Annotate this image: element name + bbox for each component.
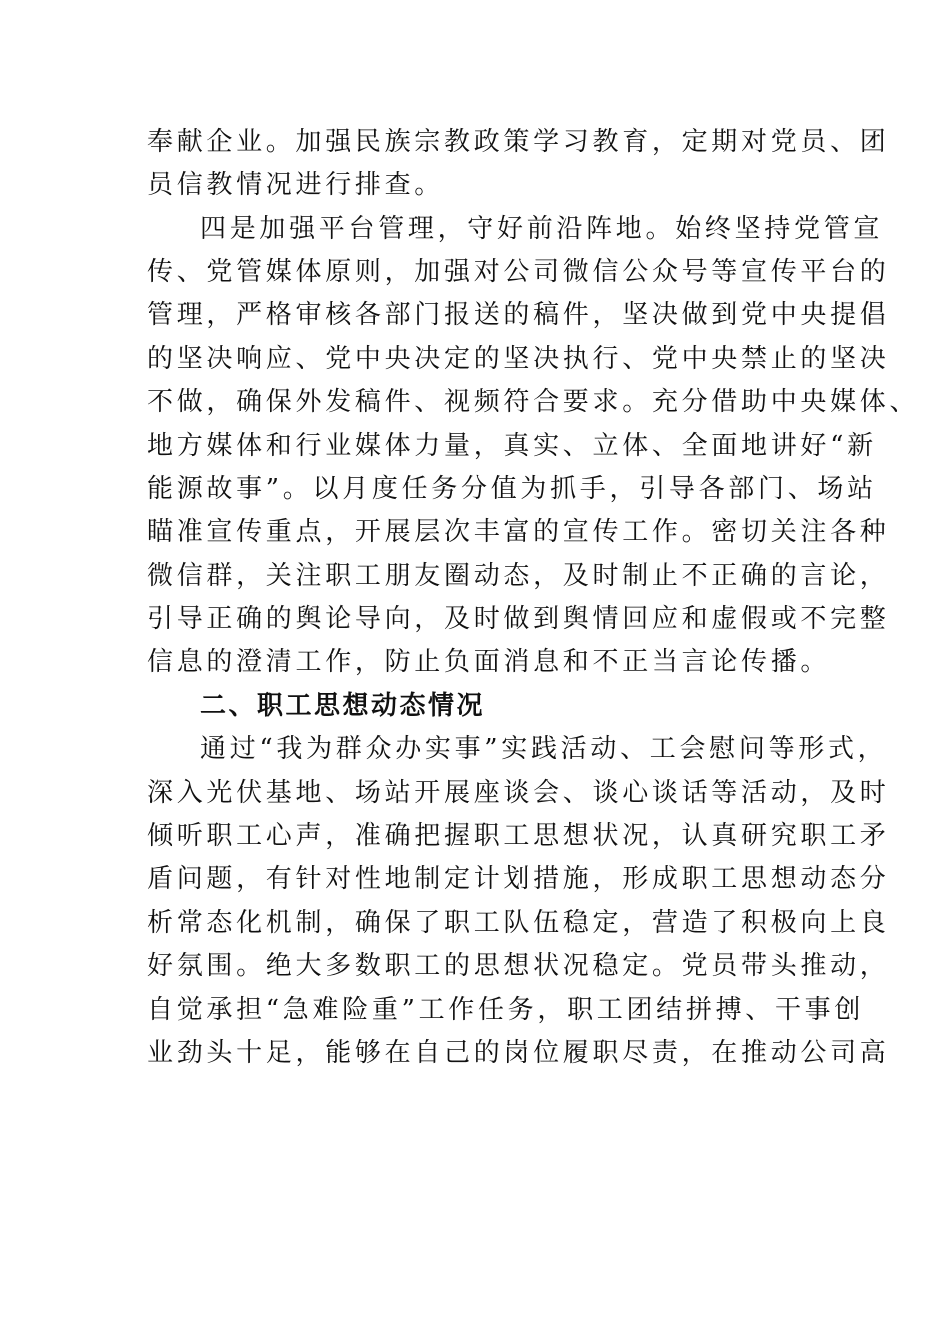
paragraph-line: 瞄准宣传重点，开展层次丰富的宣传工作。密切关注各种	[147, 517, 890, 547]
section-heading: 二、职工思想动态情况	[200, 691, 486, 721]
paragraph-line: 管理，严格审核各部门报送的稿件，坚决做到党中央提倡	[147, 300, 890, 330]
paragraph-line: 析常态化机制，确保了职工队伍稳定，营造了积极向上良	[147, 908, 890, 938]
paragraph-line: 业劲头十足，能够在自己的岗位履职尽责，在推动公司高	[147, 1038, 890, 1068]
paragraph-line: 传、党管媒体原则，加强对公司微信公众号等宣传平台的	[147, 257, 890, 287]
paragraph-line: 倾听职工心声，准确把握职工思想状况，认真研究职工矛	[147, 821, 890, 851]
paragraph-line: 的坚决响应、党中央决定的坚决执行、党中央禁止的坚决	[147, 344, 890, 374]
paragraph-line: 盾问题，有针对性地制定计划措施，形成职工思想动态分	[147, 864, 890, 894]
paragraph-line: 奉献企业。加强民族宗教政策学习教育，定期对党员、团	[147, 127, 890, 157]
paragraph-line: 自觉承担“急难险重”工作任务，职工团结拼搏、干事创	[147, 995, 865, 1025]
paragraph-line: 能源故事”。以月度任务分值为抓手，引导各部门、场站	[147, 474, 877, 504]
paragraph-line: 引导正确的舆论导向，及时做到舆情回应和虚假或不完整	[147, 604, 890, 634]
paragraph-first-line: 通过“我为群众办实事”实践活动、工会慰问等形式，	[200, 734, 888, 764]
paragraph-line: 不做，确保外发稿件、视频符合要求。充分借助中央媒体、	[147, 387, 920, 417]
paragraph-line: 好氛围。绝大多数职工的思想状况稳定。党员带头推动，	[147, 951, 890, 981]
paragraph-line: 地方媒体和行业媒体力量，真实、立体、全面地讲好“新	[147, 431, 877, 461]
paragraph-first-line: 四是加强平台管理，守好前沿阵地。始终坚持党管宣	[200, 214, 884, 244]
paragraph-line: 深入光伏基地、场站开展座谈会、谈心谈话等活动，及时	[147, 778, 890, 808]
paragraph-line: 员信教情况进行排查。	[147, 170, 445, 200]
paragraph-line: 微信群，关注职工朋友圈动态，及时制止不正确的言论，	[147, 561, 890, 591]
paragraph-line: 信息的澄清工作，防止负面消息和不正当言论传播。	[147, 647, 831, 677]
